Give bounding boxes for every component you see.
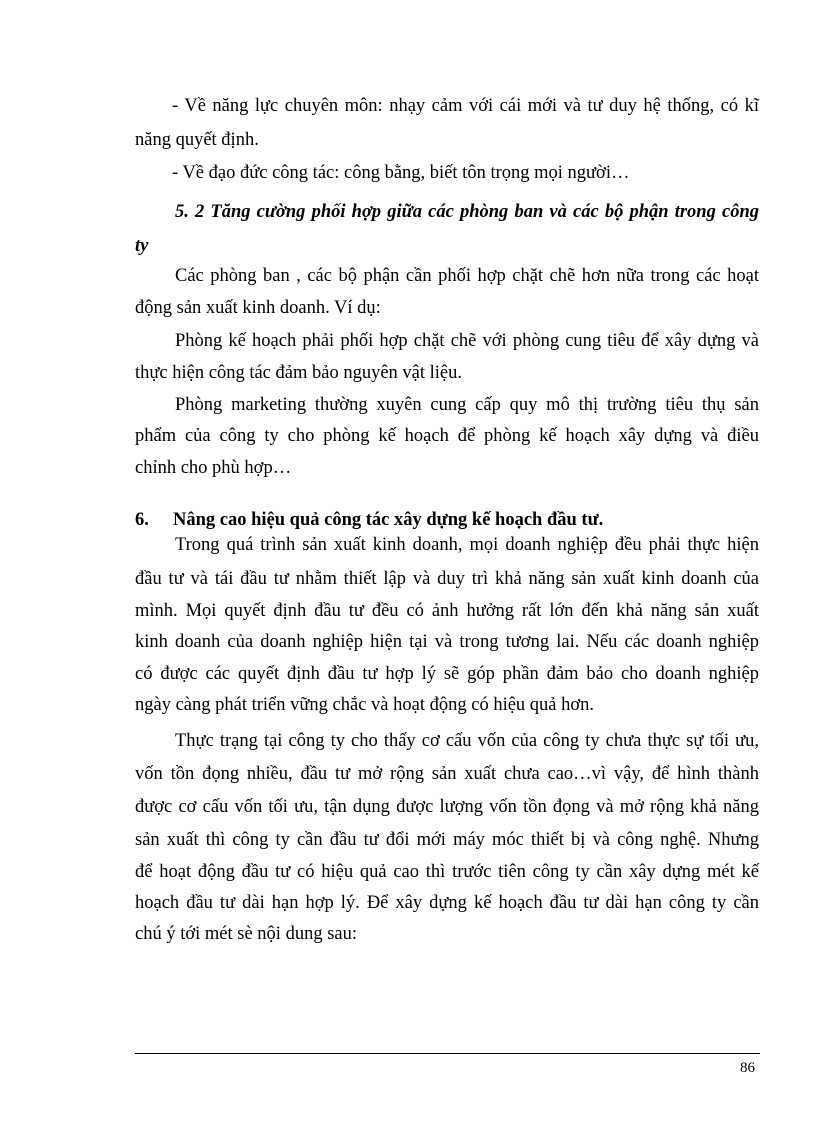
footer-rule	[135, 1053, 760, 1054]
paragraph-line: chú ý tới mét sè nội dung sau:	[135, 924, 357, 944]
paragraph-line: Phòng marketing thường xuyên cung cấp quy mô thị trường tiêu thụ sản	[175, 395, 759, 415]
paragraph-line: mình. Mọi quyết định đầu tư đều có ảnh hưởng rất lớn đến khả năng sản xuất	[135, 601, 759, 621]
paragraph-line: năng quyết định.	[135, 130, 259, 150]
paragraph-line: vốn tồn đọng nhiều, đầu tư mở rộng sản xuất chưa cao…vì vậy, để hình thành	[135, 764, 759, 784]
paragraph-line: kinh doanh của doanh nghiệp hiện tại và trong tương lai. Nếu các doanh nghiệp	[135, 632, 759, 652]
paragraph-line: Phòng kế hoạch phải phối hợp chặt chẽ với phòng cung tiêu để xây dựng và	[175, 331, 759, 351]
paragraph-line: Các phòng ban , các bộ phận cần phối hợp chặt chẽ hơn nữa trong các hoạt	[175, 266, 759, 286]
paragraph-line: chỉnh cho phù hợp…	[135, 458, 292, 478]
paragraph-line: hoạch đầu tư dài hạn hợp lý. Để xây dựng kế hoạch đầu tư dài hạn công ty cần	[135, 893, 759, 913]
page-number: 86	[740, 1060, 755, 1076]
paragraph-line: có được các quyết định đầu tư hợp lý sẽ góp phần đảm bảo cho doanh nghiệp	[135, 664, 759, 684]
paragraph-line: để hoạt động đầu tư có hiệu quả cao thì trước tiên công ty cần xây dựng mét kế	[135, 862, 759, 882]
paragraph-line: được cơ cấu vốn tối ưu, tận dụng được lượng vốn tồn đọng và mở rộng khả năng	[135, 797, 759, 817]
paragraph-line: Trong quá trình sản xuất kinh doanh, mọi doanh nghiệp đều phải thực hiện	[175, 535, 759, 555]
heading-text: Nâng cao hiệu quả công tác xây dựng kế hoạch đầu tư.	[173, 510, 604, 530]
paragraph-line: thực hiện công tác đảm bảo nguyên vật liệu.	[135, 363, 462, 383]
section-heading-continuation: ty	[135, 236, 149, 256]
paragraph-line: động sản xuất kinh doanh. Ví dụ:	[135, 298, 381, 318]
paragraph-line: phẩm của công ty cho phòng kế hoạch để phòng kế hoạch xây dựng và điều	[135, 426, 759, 446]
section-6-heading	[135, 508, 759, 532]
paragraph-line: Thực trạng tại công ty cho thấy cơ cấu vốn của công ty chưa thực sự tối ưu,	[175, 731, 759, 751]
paragraph-line: ‐ Về năng lực chuyên môn: nhạy cảm với cái mới và tư duy hệ thống, có kĩ	[172, 96, 759, 116]
paragraph-line: sản xuất thì công ty cần đầu tư đổi mới máy móc thiết bị và công nghệ. Nhưng	[135, 830, 759, 850]
heading-number: 6.	[135, 510, 149, 530]
paragraph-line: ‐ Về đạo đức công tác: công bằng, biết tôn trọng mọi người…	[172, 163, 630, 183]
section-heading: 5. 2 Tăng cường phối hợp giữa các phòng ban và các bộ phận trong công	[175, 202, 759, 222]
paragraph-line: ngày càng phát triển vững chắc và hoạt động có hiệu quả hơn.	[135, 695, 595, 715]
paragraph-line: đầu tư và tái đầu tư nhằm thiết lập và duy trì khả năng sản xuất kinh doanh của	[135, 569, 759, 589]
